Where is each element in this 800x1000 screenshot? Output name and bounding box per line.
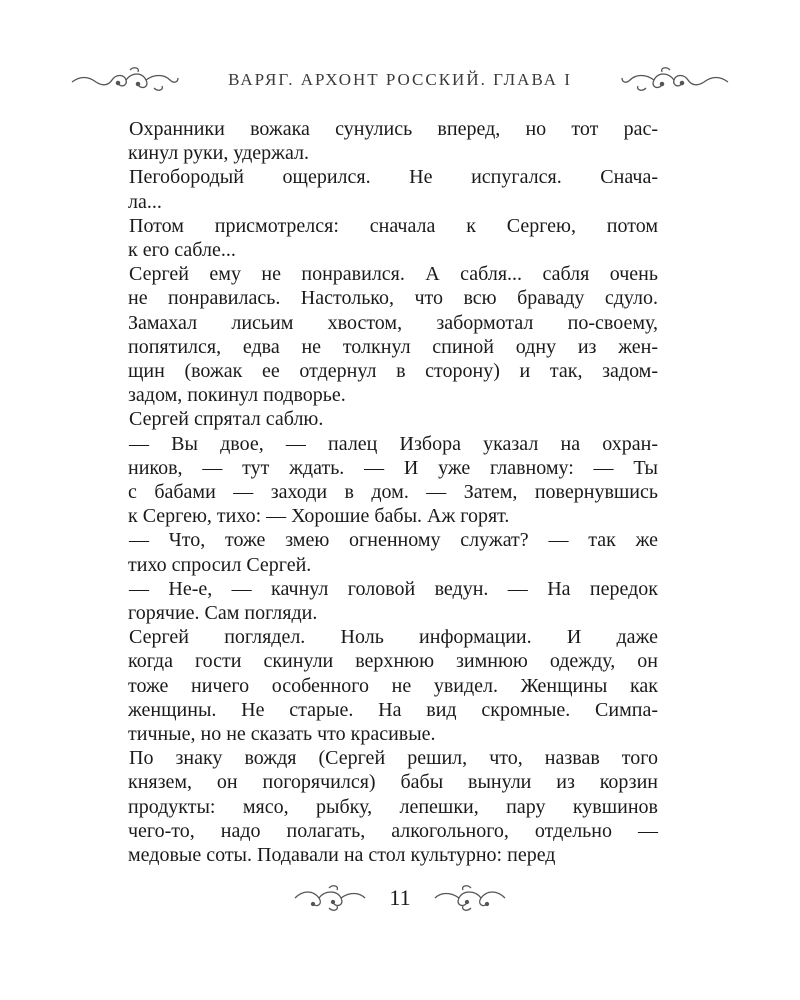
text-line: когда гости скинули верхнюю зимнюю одежду, он: [128, 650, 658, 673]
paragraph: [128, 214, 658, 262]
paragraph: [128, 165, 658, 213]
paragraph: [128, 625, 658, 746]
scroll-ornament-footer-left-icon: [291, 882, 371, 914]
text-line: чего-то, надо полагать, алкогольного, отдельно —: [128, 819, 658, 842]
text-line: По знаку вождя (Сергей решил, что, назвав того: [129, 747, 658, 770]
text-line: Охранники вожака сунулись вперед, но тот рас-: [129, 118, 658, 140]
text-line: ников, — тут ждать. — И уже главному: — Ты: [128, 456, 658, 479]
scroll-ornament-left-icon: [70, 66, 180, 94]
text-line: тоже ничего особенного не увидел. Женщины как: [128, 674, 658, 697]
text-line: ла...: [128, 190, 162, 213]
scroll-ornament-right-icon: [620, 66, 730, 94]
text-line: задом, покинул подворье.: [128, 384, 346, 407]
text-line: Сергей ему не понравился. А сабля... сабля очень: [129, 263, 658, 286]
page-number: 11: [389, 885, 411, 910]
text-line: Замахал лисьим хвостом, забормотал по-своему,: [128, 311, 658, 334]
running-header: [70, 60, 730, 100]
paragraph: [128, 262, 658, 407]
paragraph: [128, 577, 658, 625]
paragraph: [128, 117, 658, 165]
text-line: тичные, но не сказать что красивые.: [128, 723, 436, 746]
text-line: к его сабле...: [128, 239, 236, 262]
paragraph: [128, 746, 658, 867]
text-line: Сергей поглядел. Ноль информации. И даже: [129, 626, 658, 649]
text-line: щин (вожак ее отдернул в сторону) и так, задом-: [128, 360, 658, 383]
paragraph: [128, 407, 658, 431]
text-line: медовые соты. Подавали на стол культурно: перед: [128, 844, 556, 867]
text-line: Потом присмотрелся: сначала к Сергею, потом: [129, 214, 658, 237]
text-line: Сергей спрятал саблю.: [129, 408, 324, 431]
text-line: женщины. Не старые. На вид скромные. Симпа-: [128, 698, 658, 721]
text-line: попятился, едва не толкнул спиной одну из жен-: [128, 335, 658, 358]
page-footer: [280, 878, 520, 918]
text-line: — Не-е, — качнул головой ведун. — На передок: [129, 577, 658, 600]
paragraph: [128, 432, 658, 529]
scroll-ornament-footer-right-icon: [429, 882, 509, 914]
text-line: кинул руки, удержал.: [128, 142, 310, 165]
text-line: тихо спросил Сергей.: [128, 553, 312, 576]
text-line: Пегобородый ощерился. Не испугался. Снача-: [129, 166, 658, 189]
text-line: к Сергею, тихо: — Хорошие бабы. Аж горят.: [128, 505, 510, 528]
running-head-title: ВАРЯГ. АРХОНТ РОССКИЙ. ГЛАВА I: [228, 70, 572, 89]
text-line: не понравилась. Настолько, что всю браваду сдуло.: [128, 287, 658, 310]
text-line: продукты: мясо, рыбку, лепешки, пару кувшинов: [128, 795, 658, 818]
text-line: — Что, тоже змею огненному служат? — так же: [129, 529, 658, 552]
text-line: князем, он погорячился) бабы вынули из корзин: [128, 771, 658, 794]
text-line: — Вы двое, — палец Избора указал на охран-: [129, 432, 658, 455]
paragraph: [128, 528, 658, 576]
text-line: с бабами — заходи в дом. — Затем, повернувшись: [128, 481, 658, 504]
page-text-body: [128, 117, 658, 867]
text-line: горячие. Сам погляди.: [128, 602, 318, 625]
